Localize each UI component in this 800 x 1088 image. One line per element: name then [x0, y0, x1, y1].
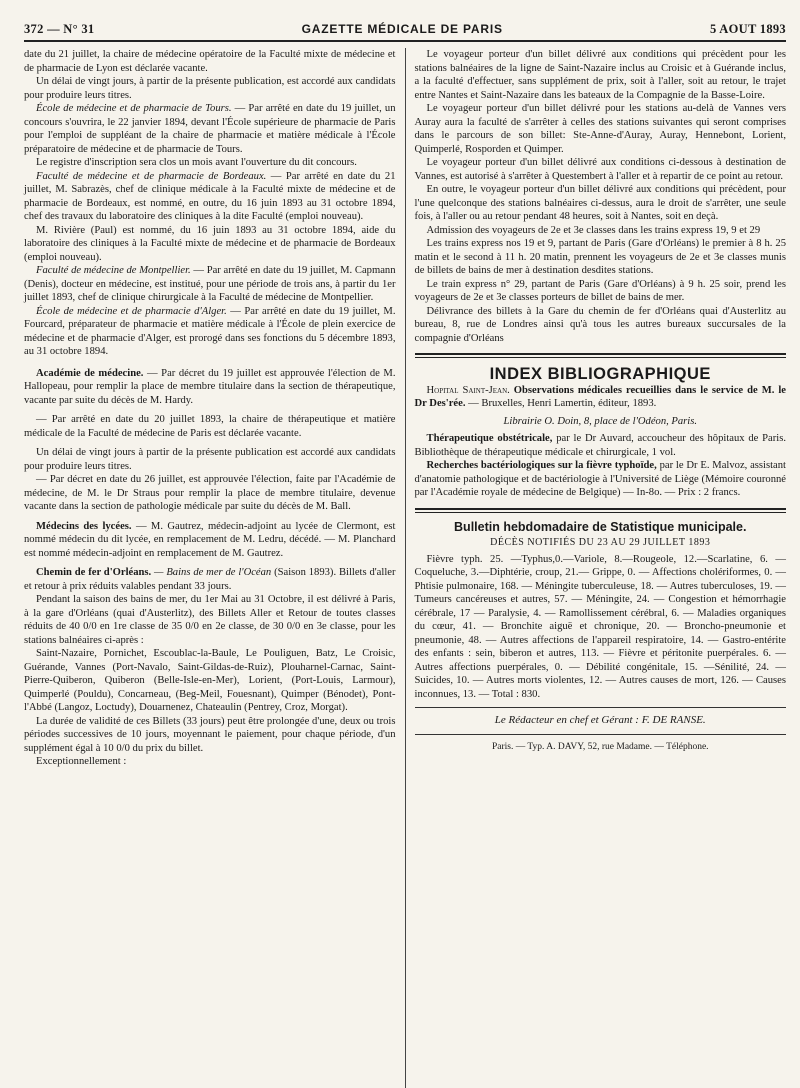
paragraph: Le voyageur porteur d'un billet délivré pour les stations au-delà de Vannes vers Auray aura la faculté de s'arrêter à celles des stations suivantes qui seront comprises dans le parcours de son billet: Ste-Anne-d'Auray, Auray, Hennebont, Lorient, Quimperlé, Rosporden et Quimper.	[414, 103, 786, 155]
section-heading: Chemin de fer d'Orléans.	[36, 567, 152, 578]
editor-line: Le Rédacteur en chef et Gérant : F. DE RANSE.	[494, 714, 706, 726]
paragraph: Le train express n° 29, partant de Paris (Gare d'Orléans) à 9 h. 25 soir, prend les voyageurs de 2e et 3e classes porteurs de billet de bains de mer.	[414, 278, 786, 303]
left-column	[24, 48, 405, 1088]
paragraph: — Par décret en date du 26 juillet, est approuvée l'élection, faite par l'Académie de médecine, de M. le Dr Straus pour remplir la place de membre titulaire, devenue vacante dans la section de pathologie médicale par suite du décès de M. Ball.	[24, 474, 396, 512]
printer-line: Paris. — Typ. A. DAVY, 52, rue Madame. — Téléphone.	[491, 741, 709, 752]
paragraph-text: (Saison 1893). Billets d'aller et retour à prix réduits valables pendant 33 jours.	[24, 567, 396, 592]
paragraph-text: — Par arrêté en date du 19 juillet, un concours s'ouvrira, le 22 janvier 1894, devant l'École supérieure de pharmacie de Paris pour l'emploi de suppléant de la chaire de pharmacie et matière médicale à l'École préparatoire de médecine et de pharmacie de Tours.	[24, 103, 396, 155]
section-heading: Faculté de médecine de Montpellier.	[36, 265, 191, 276]
issue-date: 5 AOUT 1893	[709, 22, 786, 36]
bib-title: Thérapeutique obstétricale,	[426, 433, 553, 444]
paragraph: Délivrance des billets à la Gare du chemin de fer d'Orléans quai d'Austerlitz au bureau, 8, rue de Londres ainsi qu'à tous les autres bureaux succursales de la compagnie d'Orléans	[414, 305, 786, 344]
section-heading: École de médecine et de pharmacie d'Alger.	[36, 305, 227, 317]
section-divider	[415, 508, 787, 513]
paragraph	[24, 102, 396, 156]
paragraph	[24, 264, 396, 305]
paragraph: Un délai de vingt jours, à partir de la présente publication, est accordé aux candidats pour produire leurs titres.	[24, 76, 396, 101]
paragraph: Exceptionnellement :	[36, 756, 127, 767]
section-divider	[415, 353, 787, 358]
right-column	[405, 48, 787, 1088]
columns	[24, 48, 786, 1088]
bib-title: Observations médicales recueillies dans le service de M. le Dr Des'rée.	[414, 384, 786, 409]
divider	[415, 734, 787, 735]
paragraph-text: — Par arrêté en date du 19 juillet, M. Capmann (Denis), docteur en médecine, est institué, pour une période de trois ans, à partir du 1er juillet 1893, chef de clinique chirurgicale à la Faculté de médecine de Montpellier.	[24, 265, 396, 303]
paragraph-text: — Par arrêté en date du 21 juillet, M. Sabrazès, chef de clinique médicale à la Faculté mixte de médecine et de pharmacie de Bordeaux, est nommé, en outre, du 16 juin 1893 au 31 octobre 1894, chef des travaux du laboratoire des cliniques à la dite Faculté (emploi nouveau).	[24, 170, 396, 222]
bib-entry	[415, 432, 787, 459]
paragraph: Pendant la saison des bains de mer, du 1er Mai au 31 Octobre, il est délivré à Paris, à la gare d'Orléans (quai d'Austerlitz), des Billets Aller et Retour de toutes classes réduits de 40 0/0 en 1re classe de 35 0/0 en 2e classe, de 30 0/0 en 3e classe, pour les stations balnéaires ci-après :	[24, 594, 396, 646]
paragraph	[24, 520, 396, 561]
header-rule	[24, 40, 786, 42]
section-subheading: — Bains de mer de l'Océan	[151, 567, 272, 578]
paragraph-text: — Par arrêté en date du 19 juillet, M. Fourcard, préparateur de pharmacie et matière médicale à l'École de plein exercice de médecine et de pharmacie d'Alger, est prorogé dans ses fonctions du 5 décembre 1893, au 31 octobre 1894.	[24, 305, 396, 357]
divider	[415, 707, 787, 708]
section-heading: École de médecine et de pharmacie de Tours.	[36, 103, 232, 114]
paragraph-text: — M. Gautrez, médecin-adjoint au lycée de Clermont, est nommé médecin du dit lycée, en remplacement de M. Ledru, décédé. — M. Planchard est nommé médecin-adjoint en remplacement de M. Gautrez.	[24, 520, 396, 559]
paragraph	[24, 305, 396, 359]
paragraph: Les trains express nos 19 et 9, partant de Paris (Gare d'Orléans) le premier à 8 h. 25 matin et le second à 11 h. 20 matin, prennent les voyageurs de 2e et 3e classes munis de billets de bains de mer à destination desdites stations.	[414, 238, 786, 276]
paragraph-text: — Par décret du 19 juillet est approuvée l'élection de M. Hallopeau, pour remplir la place de membre titulaire dans la section de thérapeutique, vacante par suite du décès de M. Hardy.	[24, 367, 396, 406]
bib-entry	[415, 384, 787, 411]
paragraph: Admission des voyageurs de 2e et 3e classes dans les trains express 19, 9 et 29	[426, 224, 761, 236]
paragraph	[24, 367, 396, 408]
bib-source: Hopital Saint-Jean.	[426, 384, 510, 396]
paragraph: Le registre d'inscription sera clos un mois avant l'ouverture du dit concours.	[36, 157, 357, 168]
bulletin-subtitle: DÉCÈS NOTIFIÉS DU 23 AU 29 JUILLET 1893	[490, 537, 711, 548]
journal-title: GAZETTE MÉDICALE DE PARIS	[301, 22, 503, 36]
paragraph: Le voyageur porteur d'un billet délivré aux conditions ci-dessous à destination de Vannes, est autorisé à s'arrêter à Questembert à l'aller et à repartir de ce point au retour.	[414, 157, 786, 182]
paragraph: En outre, le voyageur porteur d'un billet délivré aux conditions qui précèdent, pour l'une quelconque des stations balnéaires ci-dessus, aura le droit de s'arrêter, une seule fois, à l'aller ou au retour pendant 48 heures, soit à Nantes, soit en deçà.	[414, 184, 786, 222]
paragraph: Un délai de vingt jours à partir de la présente publication est accordé aux candidats pour produire leurs titres.	[24, 447, 396, 472]
paragraph: M. Rivière (Paul) est nommé, du 16 juin 1893 au 31 octobre 1894, aide du laboratoire des cliniques à la Faculté mixte de médecine et de pharmacie de Bordeaux (emploi nouveau).	[24, 224, 396, 263]
index-title: INDEX BIBLIOGRAPHIQUE	[489, 365, 711, 383]
paragraph: Saint-Nazaire, Pornichet, Escoublac-la-Baule, Le Pouliguen, Batz, Le Croisic, Guérande, Vannes (Port-Navalo, Saint-Gildas-de-Ruiz), Plouharnel-Carnac, Saint-Pierre-Quiberon, Quiberon (Belle-Isle-en-Mer), Lorient, (Port-Louis, Larmour), Quimperlé (Pouldu), Concarneau, (Beg-Meil, Fouesnant), Quimper (Bénodet), Pont-l'Abbé (Langoz, Loctudy), Douarnenez, Chateaulin (Pentrey, Croz, Morgat).	[24, 648, 396, 713]
paragraph: — Par arrêté en date du 20 juillet 1893, la chaire de thérapeutique et matière médicale de la Faculté de médecine de Paris est déclarée vacante.	[24, 414, 396, 439]
bib-title: Recherches bactériologiques sur la fièvre typhoïde,	[426, 460, 657, 471]
paragraph	[24, 566, 396, 593]
paragraph: Le voyageur porteur d'un billet délivré aux conditions qui précèdent pour les stations balnéaires de la ligne de Saint-Nazaire inclus au Croisic et à Guérande inclus, a la faculté d'effectuer, sans supplément de prix, soit à l'aller, soit au retour, le trajet entre Nantes et Saint-Nazaire dans les bateaux de la Compagnie de la Basse-Loire.	[414, 49, 786, 101]
section-heading: Académie de médecine.	[36, 367, 144, 379]
bulletin-title: Bulletin hebdomadaire de Statistique municipale.	[454, 519, 747, 534]
bib-details: par le Dr Auvard, accoucheur des hôpitaux de Paris. Bibliothèque de thérapeutique médicale et chirurgicale, 1 vol.	[414, 433, 786, 458]
section-heading: Médecins des lycées.	[36, 520, 132, 532]
bib-publisher: Librairie O. Doin, 8, place de l'Odéon, Paris.	[503, 415, 698, 427]
paragraph: La durée de validité de ces Billets (33 jours) peut être prolongée d'une, deux ou trois périodes successives de 10 jours, moyennant le paiement, pour chaque période, d'un supplément égal à 10 0/0 du prix du billet.	[24, 715, 396, 754]
bulletin-text: Fièvre typh. 25. —Typhus,0.—Variole, 8.—Rougeole, 12.—Scarlatine, 6. — Coqueluche, 3.—Diphtérie, croup, 21.— Grippe, 0. — Affections cholériformes, 0. — Phtisie pulmonaire, 168. — Méningite tuberculeuse, 18. — Autres tuberculoses, 19. — Tumeurs cancéreuses et autres, 57. — Méningite, 24. — Congestion et hémorrhagie cérébrale, 17 — Paralysie, 4. — Ramollissement cérébral, 6. — Maladies organiques du cœur, 41. — Bronchite aiguë et chronique, 20. — Broncho-pneumonie et pneumonie, 48. — Autres affections de l'appareil respiratoire, 14. — Gastro-entérite des enfants : sein, biberon et autres, 113. — Fièvre et péritonite puerpérales. 6. — Autres affections puerpérales, 0. — Débilité congénitale, 15. —Sénilité, 24. — Suicides, 10. — Autres morts violentes, 12. — Autres causes de mort, 126. — Causes inconnues, 13. — Total : 830.	[414, 553, 786, 700]
paragraph	[24, 170, 396, 224]
page-number: 372 — N° 31	[24, 22, 95, 36]
section-heading: Faculté de médecine et de pharmacie de Bordeaux.	[36, 170, 267, 182]
page-header	[24, 0, 786, 40]
bib-details: — Bruxelles, Henri Lamertin, éditeur, 1893.	[465, 398, 657, 409]
paragraph: date du 21 juillet, la chaire de médecine opératoire de la Faculté mixte de médecine et de pharmacie de Lyon est déclarée vacante.	[24, 49, 396, 74]
bib-entry	[415, 459, 787, 500]
bib-details: par le Dr E. Malvoz, assistant d'anatomie pathologique et de bactériologie à l'Université de Liège (Mémoire couronné par l'Académie royale de médecine de Belgique) — In-8o. — Prix : 2 francs.	[414, 460, 786, 498]
